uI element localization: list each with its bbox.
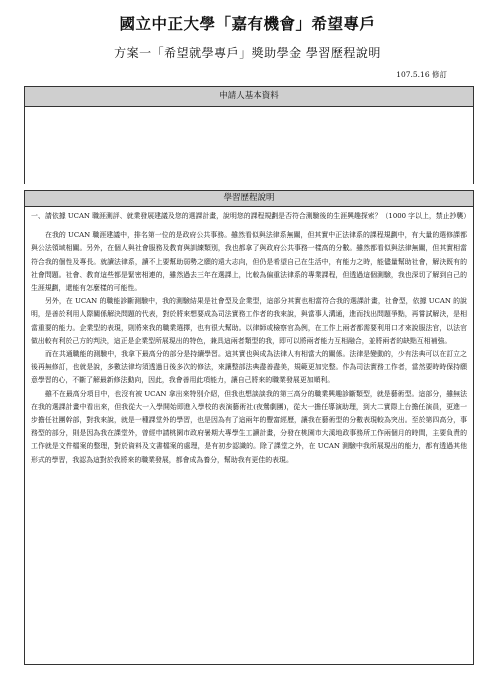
learning-history-section <box>24 190 474 665</box>
basic-info-section <box>24 86 474 184</box>
revision-date: 107.5.16 修訂 <box>396 70 447 79</box>
question-number: 一、 <box>31 212 45 220</box>
question <box>31 210 471 223</box>
learning-history-heading: 學習歷程說明 <box>25 191 473 207</box>
document-subtitle: 方案一「希望就學專戶」獎助學金 學習歷程說明 <box>114 46 381 60</box>
learning-history-content <box>25 207 473 467</box>
paragraph-4: 雖不在最高分項目中，也沒有被 UCAN 拿出來特別介紹，但我也想談談我的第三高分的職業興趣診斷類型，就是藝術型。這部分，雖無法在我的選課計畫中看出來，但我從大一入學開始即進入學校的表演藝術社(夜鶯劇團)，從大一擔任導演助理，到大二實際上台擔任演員，更進一步擔任社團幹部，對我來說，就是一種課堂外的學習，也是因為有了這兩年的豐富經歷，讓我在藝術型的分數表現較為突出。至於第四高分，事務型的部分，則是因為我在課堂外，曾經申請桃園市政府暑期大專學生工讀計畫，分發在桃園市大溪地政事務所工作兩個月的時間，主要負責的工作就是文件檔案的整理，對於資料及文書檔案的處理，是有初步認識的。除了課堂之外，在 UCAN 測驗中我所展現出的能力，都有透過其他形式的學習，我認為這對於我將來的職業發展，都會成為養分，幫助我有更佳的表現。 <box>31 389 467 464</box>
paragraph-2: 另外，在 UCAN 的職能診斷測驗中，我的測驗結果是社會型及企業型，這部分其實也相當符合我的選課計畫，社會型，依據 UCAN 的說明，是善於利用人際關係解決問題的代表，對於將來想要成為司法實務工作者的我來說，與當事人溝通，進而找出問題爭點，再嘗試解決，是相當重要的能力。企業型的表現，則將來我的職業選擇，也有很大幫助。以律師或檢察官為例，在工作上兩者都需要利用口才來說服法官，以法官做出較有利於己方的判決，這正是企業型所展現出的特色，兼具這兩者類型的我，即可以將兩者能力互相融合，並將兩者的缺點互相補強。 <box>31 297 467 345</box>
paragraph-1: 在我的 UCAN 職涯建議中，排名第一位的是政府公共事務。雖然看似與法律系無關，但其實中正法律系的課程規劃中，有大量的選修課都與公法領域相關。另外，在個人與社會服務及教育與訓練類別，我也都拿了與政府公共事務一樣高的分數。雖然都看似與法律無關，但其實相當符合我的個性及專長。就讀法律系，讀不上要幫助弱勢之願的遠大志向，但仍是希望自己在生活中，有能力之時，能儘量幫助社會，解決既有的社會問題。社會、教育這些都是緊密相連的，雖然過去三年在選課上，比較為偏重法律系的專業課程，但透過這個測驗，我也深切了解到自己的生涯規劃，還能有怎麼樣的可能性。 <box>31 231 467 293</box>
basic-info-body <box>25 107 473 184</box>
document-title: 國立中正大學「嘉有機會」希望專戶 <box>119 14 376 33</box>
paragraph-3: 而在共通職能的測驗中，我拿下最高分的部分是持續學習。這其實也與成為法律人有相當大的關係。法律是變動的，少有法典可以在訂立之後再無修訂，也就是說，多數法律均須透過日後多次的修法，來讓整部法典盡善盡美，規範更加完整。作為司法實務工作者，當然要時時保持願意學習的心，不斷了解最新修法動向，因此，我會善用此項能力，讓自己將來的職業發展更加順利。 <box>31 350 467 385</box>
question-text: 請依據 UCAN 職涯測評、就業發展建議及您的選課計畫，說明您的課程規劃是否符合測驗後的生涯興趣探索？（1000 字以上，禁止抄襲） <box>45 212 471 220</box>
basic-info-heading: 申請人基本資料 <box>25 87 473 107</box>
